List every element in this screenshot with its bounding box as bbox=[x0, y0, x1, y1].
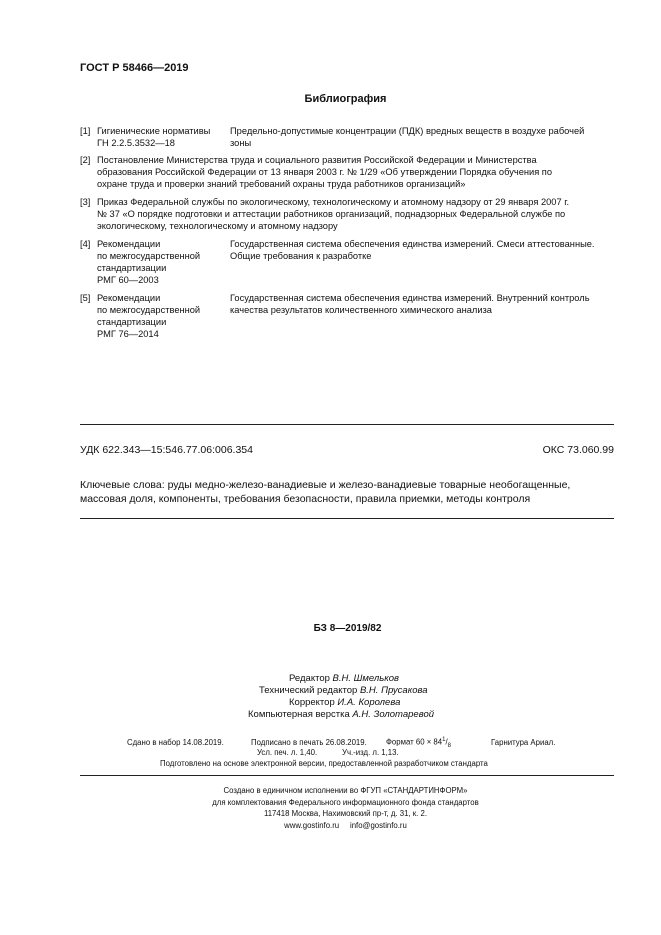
print-sheets: Усл. печ. л. 1,40. bbox=[257, 748, 318, 757]
bib-entry-title: Государственная система обеспечения единства измерений. Внутренний контроль качества результатов количественного химического анализа bbox=[230, 293, 590, 315]
divider bbox=[80, 775, 614, 776]
bib-entry-number: [2] bbox=[80, 155, 91, 165]
print-format: Формат $60 \times 84^1/_8$ bbox=[386, 737, 451, 750]
keywords bbox=[80, 478, 614, 506]
divider bbox=[80, 424, 614, 425]
print-submitted: Сдано в набор 14.08.2019. bbox=[127, 738, 224, 747]
staff-corrector: Корректор И.А. Королева bbox=[289, 697, 401, 708]
bib-entry-text: Приказ Федеральной службы по экологическому, технологическому и атомному надзору от 29 января 2007 г. № 37 «О порядке подготовки и аттестации работников организаций, поднадзорных Федеральной службе по экологическому, технологическому и атомному надзору bbox=[97, 197, 570, 231]
bib-entry-source: Гигиенические нормативы ГН 2.2.5.3532—18 bbox=[97, 126, 211, 148]
print-publisher-sheets: Уч.-изд. л. 1,13. bbox=[342, 748, 399, 757]
publisher-info bbox=[0, 785, 661, 831]
oks-code: ОКС 73.060.99 bbox=[542, 444, 614, 456]
bib-entry-title: Государственная система обеспечения единства измерений. Смеси аттестованные. Общие требования к разработке bbox=[230, 239, 595, 261]
staff-layout: Компьютерная верстка А.Н. Золотаревой bbox=[248, 709, 435, 720]
staff-editor: Редактор В.Н. Шмельков bbox=[289, 673, 399, 684]
publisher-line: для комплектования Федерального информационного фонда стандартов bbox=[212, 797, 479, 807]
bib-entry-number: [3] bbox=[80, 197, 91, 207]
publisher-contacts: www.gostinfo.ru info@gostinfo.ru bbox=[284, 820, 407, 830]
staff-tech-editor: Технический редактор В.Н. Прусакова bbox=[259, 685, 428, 696]
udc-code: УДК 622.343—15:546.77.06:006.354 bbox=[80, 444, 253, 456]
standard-code: ГОСТ Р 58466—2019 bbox=[80, 62, 189, 74]
print-prepared: Подготовлено на основе электронной версии, предоставленной разработчиком стандарта bbox=[160, 759, 488, 768]
print-font: Гарнитура Ариал. bbox=[491, 738, 556, 747]
publisher-address: 117418 Москва, Нахимовский пр-т, д. 31, к. 2. bbox=[263, 809, 428, 818]
bib-entry-text: Постановление Министерства труда и социального развития Российской Федерации и Министерства образования Российской Федерации от 13 января 2003 г. № 1/29 «Об утверждении Порядка обучения по охране труда и проверки знаний требований охраны труда работников организаций» bbox=[97, 155, 553, 189]
bib-entry-number: [5] bbox=[80, 293, 91, 303]
bibliography-title: Библиография bbox=[304, 93, 387, 105]
bib-entry-number: [1] bbox=[80, 126, 91, 136]
bib-entry-source: Рекомендации по межгосударственной стандартизации РМГ 60—2003 bbox=[97, 239, 201, 285]
print-signed: Подписано в печать 26.08.2019. bbox=[251, 738, 367, 747]
bib-entry-source: Рекомендации по межгосударственной стандартизации РМГ 76—2014 bbox=[97, 293, 201, 339]
keywords-label: Ключевые слова: bbox=[80, 479, 165, 491]
bz-number: БЗ 8—2019/82 bbox=[313, 623, 382, 634]
publisher-line: Создано в единичном исполнении во ФГУП «СТАНДАРТИНФОРМ» bbox=[223, 786, 468, 795]
keywords-text: руды медно-железо-ванадиевые и железо-ванадиевые товарные необогащенные, массовая доля, компоненты, требования безопасности, правила приемки, методы контроля bbox=[80, 479, 571, 505]
divider bbox=[80, 518, 614, 519]
bib-entry-title: Предельно-допустимые концентрации (ПДК) вредных веществ в воздухе рабочей зоны bbox=[230, 126, 585, 148]
bib-entry-number: [4] bbox=[80, 239, 91, 249]
